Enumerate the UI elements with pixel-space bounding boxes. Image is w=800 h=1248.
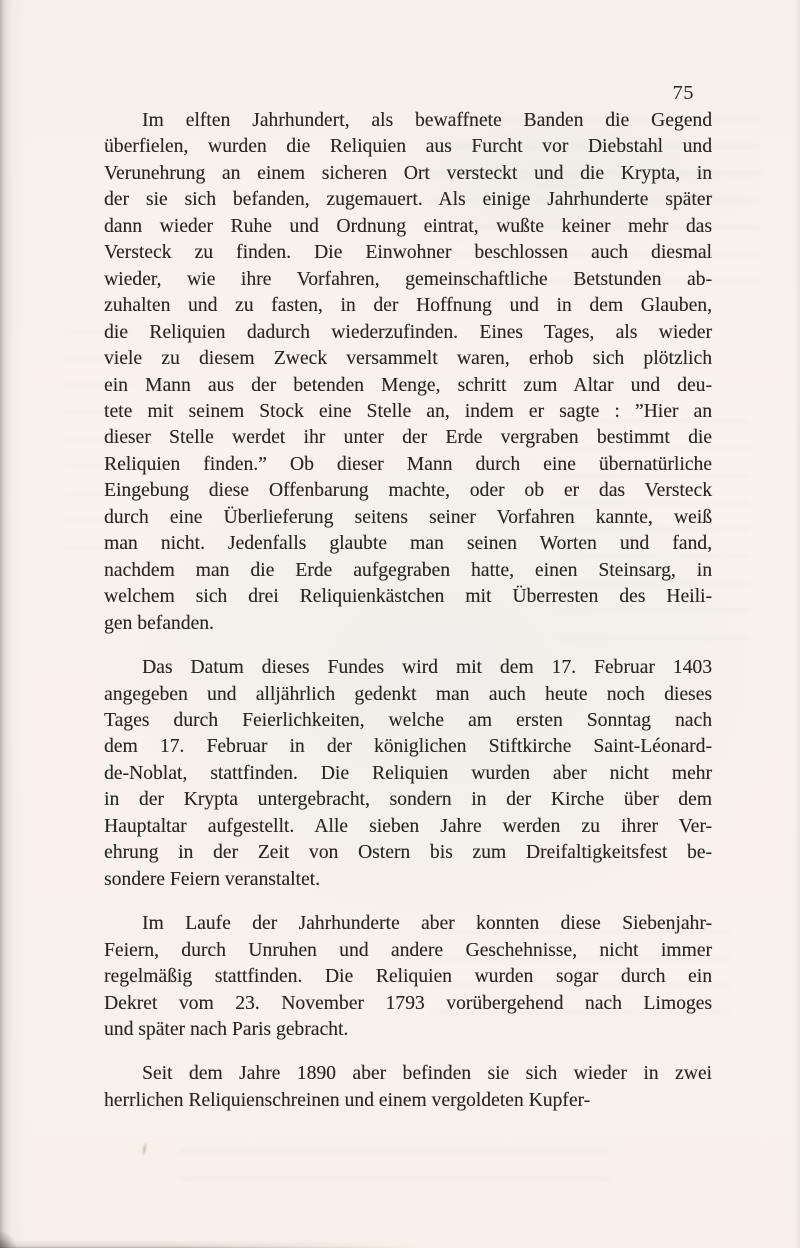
- text-line: in der Krypta untergebracht, sondern in der Kirche über dem: [104, 789, 712, 811]
- page-corner-shadow: [0, 1232, 16, 1248]
- show-through-artifact: [180, 1150, 610, 1198]
- paragraph: [104, 911, 712, 1043]
- text-line: Verunehrung an einem sicheren Ort versteckt und die Krypta, in: [104, 162, 712, 184]
- text-line: Reliquien finden.” Ob dieser Mann durch eine übernatürliche: [104, 453, 712, 475]
- text-line: überfielen, wurden die Reliquien aus Furcht vor Diebstahl und: [104, 136, 712, 158]
- text-line: Tages durch Feierlichkeiten, welche am ersten Sonntag nach: [104, 709, 712, 731]
- text-line: durch eine Überlieferung seitens seiner Vorfahren kannte, weiß: [104, 506, 712, 528]
- paragraph: [104, 108, 712, 637]
- text-line: tete mit seinem Stock eine Stelle an, indem er sagte : ”Hier an: [104, 400, 712, 422]
- text-line: ehrung in der Zeit von Ostern bis zum Dreifaltigkeitsfest be-: [104, 842, 712, 864]
- text-line: gen befanden.: [104, 612, 214, 634]
- ink-smudge-artifact: [133, 1135, 153, 1164]
- text-line: regelmäßig stattfinden. Die Reliquien wurden sogar durch ein: [104, 966, 712, 988]
- text-line: man nicht. Jedenfalls glaubte man seinen Worten und fand,: [104, 533, 712, 555]
- text-line: und später nach Paris gebracht.: [104, 1018, 349, 1040]
- paragraph: [104, 1061, 712, 1114]
- page-number: 75: [672, 82, 694, 104]
- text-line: Eingebung diese Offenbarung machte, oder ob er das Versteck: [104, 480, 712, 502]
- text-line: Feiern, durch Unruhen und andere Geschehnisse, nicht immer: [104, 939, 712, 961]
- text-line: Im Laufe der Jahrhunderte aber konnten diese Siebenjahr-: [142, 913, 712, 935]
- text-line: herrlichen Reliquienschreinen und einem vergoldeten Kupfer-: [104, 1089, 591, 1111]
- text-line: Hauptaltar aufgestellt. Alle sieben Jahre werden zu ihrer Ver-: [104, 815, 712, 837]
- paragraph: [104, 655, 712, 893]
- text-line: zuhalten und zu fasten, in der Hoffnung und in dem Glauben,: [104, 295, 712, 317]
- text-line: dieser Stelle werdet ihr unter der Erde vergraben bestimmt die: [104, 427, 712, 449]
- page-bottom-edge-shadow: [0, 1240, 420, 1248]
- text-line: wieder, wie ihre Vorfahren, gemeinschaftliche Betstunden ab-: [104, 268, 712, 290]
- text-line: Seit dem Jahre 1890 aber befinden sie sich wieder in zwei: [142, 1063, 712, 1085]
- text-line: welchem sich drei Reliquienkästchen mit Überresten des Heili-: [104, 586, 712, 608]
- text-line: Das Datum dieses Fundes wird mit dem 17. Februar 1403: [142, 657, 712, 679]
- text-line: dem 17. Februar in der königlichen Stiftkirche Saint-Léonard-: [104, 736, 712, 758]
- text-line: de-Noblat, stattfinden. Die Reliquien wurden aber nicht mehr: [104, 762, 712, 784]
- text-line: viele zu diesem Zweck versammelt waren, erhob sich plötzlich: [104, 348, 712, 370]
- page-left-edge-shadow: [0, 0, 26, 1248]
- text-line: angegeben und alljährlich gedenkt man auch heute noch dieses: [104, 683, 712, 705]
- text-line: Dekret vom 23. November 1793 vorübergehend nach Limoges: [104, 992, 712, 1014]
- text-line: die Reliquien dadurch wiederzufinden. Eines Tages, als wieder: [104, 321, 712, 343]
- text-line: Versteck zu finden. Die Einwohner beschlossen auch diesmal: [104, 242, 712, 264]
- text-line: Im elften Jahrhundert, als bewaffnete Banden die Gegend: [142, 110, 712, 131]
- text-line: der sie sich befanden, zugemauert. Als einige Jahrhunderte später: [104, 189, 712, 211]
- text-line: sondere Feiern veranstaltet.: [104, 868, 320, 890]
- text-line: ein Mann aus der betenden Menge, schritt zum Altar und deu-: [104, 374, 712, 396]
- page-text: [104, 108, 712, 1114]
- text-line: dann wieder Ruhe und Ordnung eintrat, wußte keiner mehr das: [104, 215, 712, 237]
- page-right-edge-shadow: [794, 0, 800, 1248]
- text-line: nachdem man die Erde aufgegraben hatte, einen Steinsarg, in: [104, 559, 712, 581]
